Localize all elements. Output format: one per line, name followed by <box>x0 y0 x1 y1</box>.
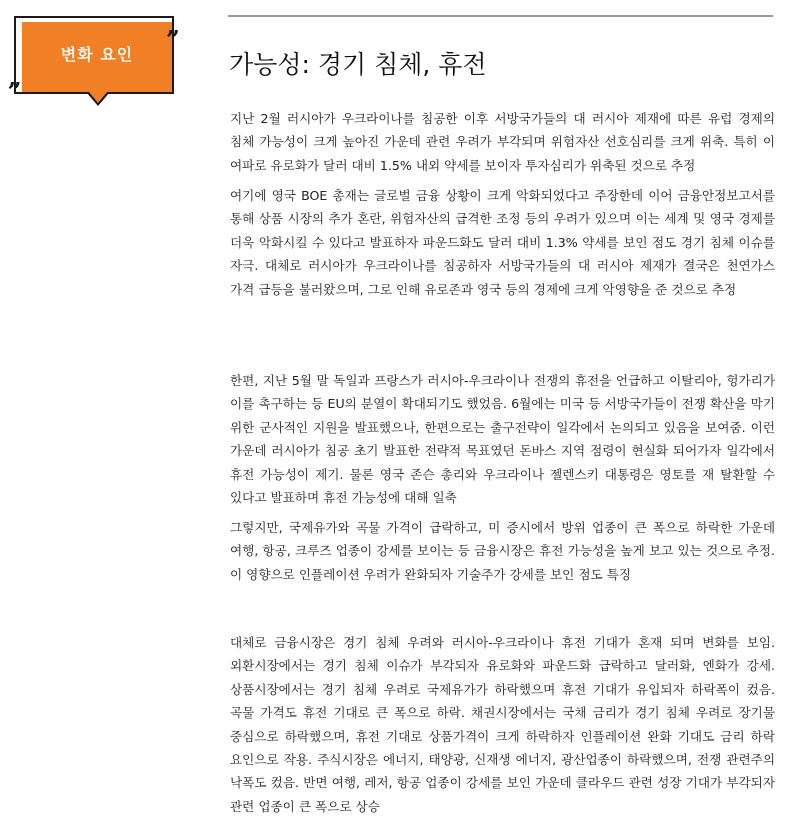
paragraph: 그렇지만, 국제유가와 곡물 가격이 급락하고, 미 증시에서 방위 업종이 큰 폭으로 하락한 가운데 여행, 항공, 크루즈 업종이 강세를 보이는 등 금융시장은 휴전 가능성을 높게 보고 있는 것으로 추정. 이 영향으로 인플레이션 우려가 완화되자 기술주가 강세를 보인 점도 특징 <box>230 520 775 582</box>
paragraph: 지난 2월 러시아가 우크라이나를 침공한 이후 서방국가들의 대 러시아 제재에 따른 유럽 경제의 침체 가능성이 크게 높아진 가운데 관련 우려가 부각되며 위험자산 선호심리를 크게 위축. 특히 이 여파로 유로화가 달러 대비 1.5% 내외 약세를 보이자 투자심리가 위축된 것으로 추정 <box>230 111 775 173</box>
open-quote-icon: ” <box>166 25 180 54</box>
title-rule <box>228 15 773 17</box>
close-quote-icon: „ <box>8 63 22 92</box>
paragraph: 여기에 영국 BOE 총재는 글로벌 금융 상황이 크게 악화되었다고 주장한데 이어 금융안정보고서를 통해 상품 시장의 추가 혼란, 위험자산의 급격한 조정 등의 우려가 있으며 이는 세계 및 영국 경제를 더욱 악화시킬 수 있다고 발표하자 파운드화도 달러 대비 1.3% 약세를 보인 점도 경기 침체 이슈를 자극. 대체로 러시아가 우크라이나를 침공하자 서방국가들의 대 러시아 제재가 결국은 천연가스 가격 급등을 불러왔으며, 그로 인해 유로존과 영국 등의 경제에 크게 악영향을 준 것으로 추정 <box>230 188 775 297</box>
paragraph: 대체로 금융시장은 경기 침체 우려와 러시아-우크라이나 휴전 기대가 혼재 되며 변화를 보임. 외환시장에서는 경기 침체 이슈가 부각되자 유로화와 파운드화 급락하고 달러화, 엔화가 강세. 상품시장에서는 경기 침체 우려로 국제유가가 하락했으며 휴전 기대가 유입되자 하락폭이 컸음. 곡물 가격도 휴전 기대로 큰 폭으로 하락. 채권시장에서는 국채 금리가 경기 침체 우려로 장기물 중심으로 하락했으며, 휴전 기대로 상품가격이 크게 하락하자 인플레이션 완화 기대도 금리 하락 요인으로 작용. 주식시장은 에너지, 태양광, 신재생 에너지, 광산업종이 하락했으며, 전쟁 관련주의 낙폭도 컸음. 반면 여행, 레저, 항공 업종이 강세를 보인 가운데 클라우드 관련 성장 기대가 부각되자 관련 업종이 큰 폭으로 상승 <box>230 635 775 814</box>
paragraph: 한편, 지난 5월 말 독일과 프랑스가 러시아-우크라이나 전쟁의 휴전을 언급하고 이탈리아, 헝가리가 이를 촉구하는 등 EU의 분열이 확대되기도 했었음. 6월에는 미국 등 서방국가들이 전쟁 확산을 막기 위한 군사적인 지원을 발표했으나, 한편으로는 출구전략이 일각에서 논의되고 있음을 보여줌. 이런 가운데 러시아가 침공 초기 발표한 전략적 목표였던 돈바스 지역 점령이 현실화 되어가자 일각에서 휴전 가능성이 제기. 물론 영국 존슨 총리와 우크라이나 젤렌스키 대통령은 영토를 재 탈환할 수 있다고 발표하며 휴전 가능성에 대해 일축 <box>230 373 775 506</box>
callout-label: 변화 요인 <box>60 45 134 64</box>
section-title: 가능성: 경기 침체, 휴전 <box>229 49 487 79</box>
callout-pointer-fill <box>89 92 107 103</box>
